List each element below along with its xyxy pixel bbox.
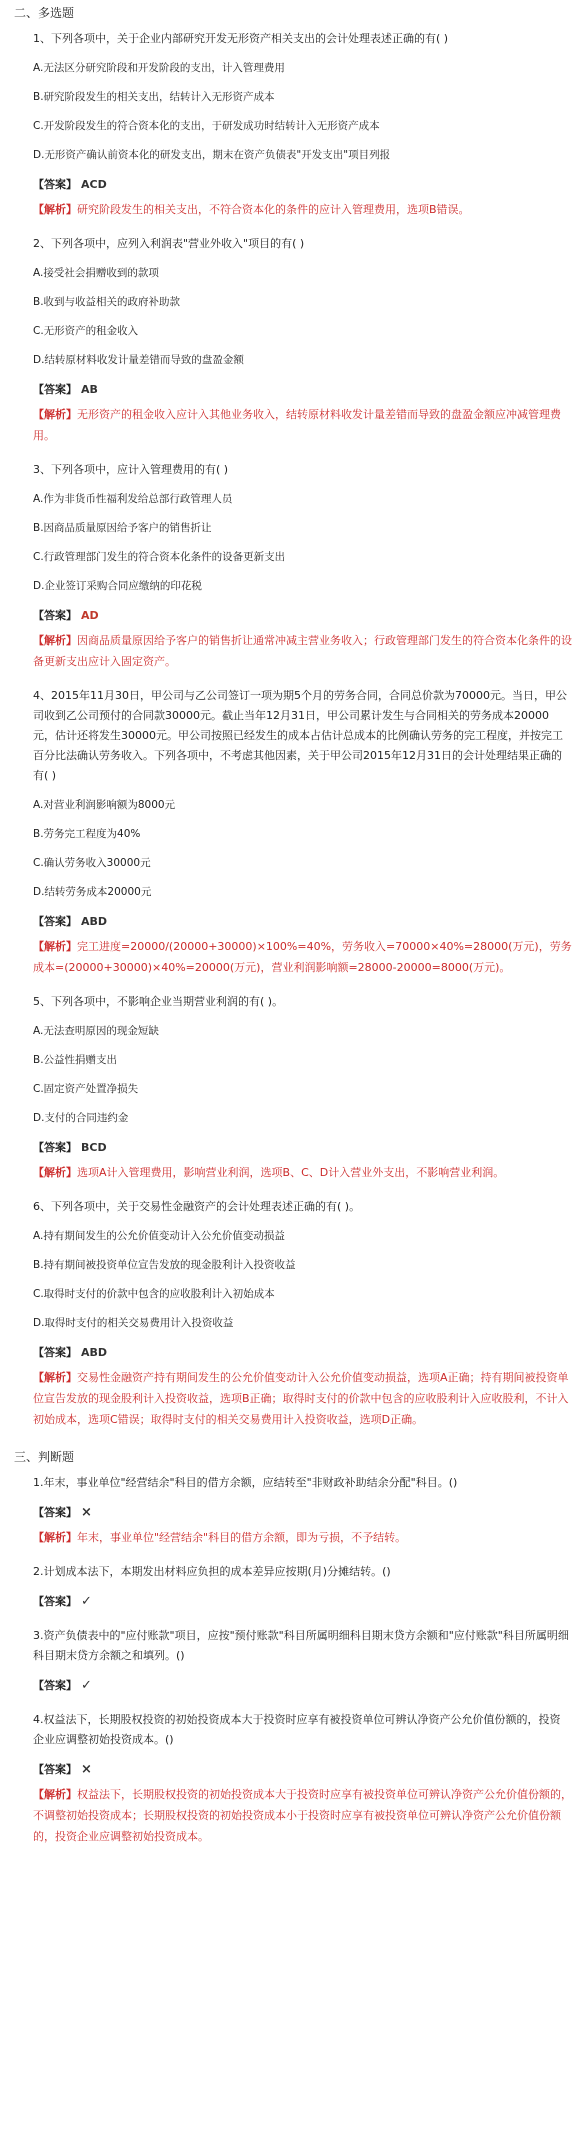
question-2 [33,234,570,400]
answer-label: 【答案】 [33,609,77,622]
option-a: A.无法查明原因的现金短缺 [33,1025,159,1037]
answer-value: × [81,1762,92,1777]
option-a: A.对营业利润影响额为8000元 [33,799,176,811]
explanation-text: 因商品质量原因给予客户的销售折让通常冲减主营业务收入；行政管理部门发生的符合资本化条件的设备更新支出应计入固定资产。 [33,634,572,668]
option-b: B.因商品质量原因给予客户的销售折让 [33,522,212,534]
option-d: D.结转原材料收发计量差错而导致的盘盈金额 [33,354,244,366]
answer-label: 【答案】 [33,383,77,396]
explanation-text: 研究阶段发生的相关支出，不符合资本化的条件的应计入管理费用，选项B错误。 [77,203,470,216]
tf-question-1 [33,1473,570,1523]
explanation [33,1162,572,1183]
question-stem: 4、2015年11月30日，甲公司与乙公司签订一项为期5个月的劳务合同，合同总价款为70000元。当日，甲公司收到乙公司预付的合同款30000元。截止当年12月31日，甲公司累计发生与合同相关的劳务成本20000元，估计还将发生30000元。甲公司按照已经发生的成本占估计总成本的比例确认劳务的完工程度，并按完工百分比法确认劳务收入。下列各项中，不考虑其他因素，关于甲公司2015年12月31日的会计处理结果正确的有( ) [33,689,567,782]
question-3 [33,460,570,626]
answer-label: 【答案】 [33,1506,77,1519]
answer-value: ABD [81,1346,108,1359]
answer-value: × [81,1505,92,1520]
explanation-text: 完工进度=20000/(20000+30000)×100%=40%，劳务收入=70000×40%=28000(万元)，劳务成本=(20000+30000)×40%=20000(万元)，营业利润影响额=28000-20000=8000(万元)。 [33,940,572,974]
answer-value: ACD [81,178,107,191]
answer-line [33,912,570,932]
explanation-label: 【解析】 [33,1531,77,1544]
answer-line [33,380,570,400]
explanation [33,936,572,978]
question-6 [33,1197,570,1363]
answer-line [33,1760,570,1780]
explanation [33,1367,572,1430]
option-a: A.接受社会捐赠收到的款项 [33,267,159,279]
answer-label: 【答案】 [33,1679,77,1692]
option-d: D.企业签订采购合同应缴纳的印花税 [33,580,202,592]
option-a: A.持有期间发生的公允价值变动计入公允价值变动损益 [33,1230,285,1242]
section-title-true-false: 三、判断题 [14,1450,75,1464]
option-c: C.取得时支付的价款中包含的应收股利计入初始成本 [33,1288,275,1300]
explanation-text: 年末，事业单位"经营结余"科目的借方余额，即为亏损，不予结转。 [77,1531,407,1544]
explanation-text: 选项A计入管理费用，影响营业利润，选项B、C、D计入营业外支出，不影响营业利润。 [77,1166,505,1179]
question-1 [33,29,570,195]
explanation-label: 【解析】 [33,1166,77,1179]
answer-label: 【答案】 [33,1141,77,1154]
explanation [33,199,572,220]
option-c: C.无形资产的租金收入 [33,325,139,337]
explanation [33,404,572,446]
question-stem: 5、下列各项中，不影响企业当期营业利润的有( )。 [33,995,284,1008]
option-b: B.收到与收益相关的政府补助款 [33,296,181,308]
explanation-text: 权益法下，长期股权投资的初始投资成本大于投资时应享有被投资单位可辨认净资产公允价值份额的，不调整初始投资成本；长期股权投资的初始投资成本小于投资时应享有被投资单位可辨认净资产公允价值份额的，投资企业应调整初始投资成本。 [33,1788,572,1843]
answer-label: 【答案】 [33,1346,77,1359]
option-b: B.研究阶段发生的相关支出，结转计入无形资产成本 [33,91,275,103]
option-d: D.取得时支付的相关交易费用计入投资收益 [33,1317,234,1329]
explanation-label: 【解析】 [33,408,77,421]
option-d: D.支付的合同违约金 [33,1112,129,1124]
answer-value: AD [81,609,99,622]
answer-value: BCD [81,1141,107,1154]
answer-line [33,1138,570,1158]
tf-question-3 [33,1626,570,1696]
answer-value: AB [81,383,98,396]
question-stem: 2、下列各项中，应列入利润表"营业外收入"项目的有( ) [33,237,305,250]
explanation [33,630,572,672]
explanation-label: 【解析】 [33,203,77,216]
question-stem: 6、下列各项中，关于交易性金融资产的会计处理表述正确的有( )。 [33,1200,361,1213]
question-stem: 3.资产负债表中的"应付账款"项目，应按"预付账款"科目所属明细科目期末贷方余额和"应付账款"科目所属明细科目期末贷方余额之和填列。() [33,1629,569,1662]
answer-value: ✓ [81,1594,92,1609]
option-c: C.开发阶段发生的符合资本化的支出，于研发成功时结转计入无形资产成本 [33,120,380,132]
option-b: B.劳务完工程度为40% [33,828,141,840]
question-stem: 4.权益法下，长期股权投资的初始投资成本大于投资时应享有被投资单位可辨认净资产公允价值份额的，投资企业应调整初始投资成本。() [33,1713,561,1746]
answer-value: ABD [81,915,108,928]
option-c: C.行政管理部门发生的符合资本化条件的设备更新支出 [33,551,286,563]
answer-line [33,1343,570,1363]
question-4 [33,686,570,932]
explanation-text: 无形资产的租金收入应计入其他业务收入，结转原材料收发计量差错而导致的盘盈金额应冲减管理费用。 [33,408,561,442]
option-a: A.无法区分研究阶段和开发阶段的支出，计入管理费用 [33,62,285,74]
answer-label: 【答案】 [33,1595,77,1608]
explanation-label: 【解析】 [33,1788,77,1801]
tf-question-4 [33,1710,570,1780]
answer-label: 【答案】 [33,915,77,928]
question-5 [33,992,570,1158]
option-b: B.公益性捐赠支出 [33,1054,118,1066]
answer-line [33,1503,570,1523]
explanation-label: 【解析】 [33,634,77,647]
question-stem: 1.年末，事业单位"经营结余"科目的借方余额，应结转至"非财政补助结余分配"科目。() [33,1476,458,1489]
explanation-text: 交易性金融资产持有期间发生的公允价值变动计入公允价值变动损益，选项A正确；持有期间被投资单位宣告发放的现金股利计入投资收益，选项B正确；取得时支付的价款中包含的应收股利计入应收股利，不计入初始成本，选项C错误；取得时支付的相关交易费用计入投资收益，选项D正确。 [33,1371,569,1426]
question-stem: 3、下列各项中，应计入管理费用的有( ) [33,463,229,476]
explanation-label: 【解析】 [33,940,77,953]
answer-line [33,1592,570,1612]
option-d: D.结转劳务成本20000元 [33,886,152,898]
explanation [33,1784,572,1847]
answer-value: ✓ [81,1678,92,1693]
option-b: B.持有期间被投资单位宣告发放的现金股利计入投资收益 [33,1259,296,1271]
tf-question-2 [33,1562,570,1612]
question-stem: 2.计划成本法下，本期发出材料应负担的成本差异应按期(月)分摊结转。() [33,1565,391,1578]
option-a: A.作为非货币性福利发给总部行政管理人员 [33,493,233,505]
explanation-label: 【解析】 [33,1371,77,1384]
answer-line [33,1676,570,1696]
option-c: C.固定资产处置净损失 [33,1083,139,1095]
option-c: C.确认劳务收入30000元 [33,857,151,869]
question-stem: 1、下列各项中，关于企业内部研究开发无形资产相关支出的会计处理表述正确的有( ) [33,32,449,45]
answer-line [33,175,570,195]
explanation [33,1527,572,1548]
answer-label: 【答案】 [33,1763,77,1776]
answer-line [33,606,570,626]
section-title-multiple-choice: 二、多选题 [14,6,75,20]
option-d: D.无形资产确认前资本化的研发支出，期末在资产负债表"开发支出"项目列报 [33,149,391,161]
answer-label: 【答案】 [33,178,77,191]
